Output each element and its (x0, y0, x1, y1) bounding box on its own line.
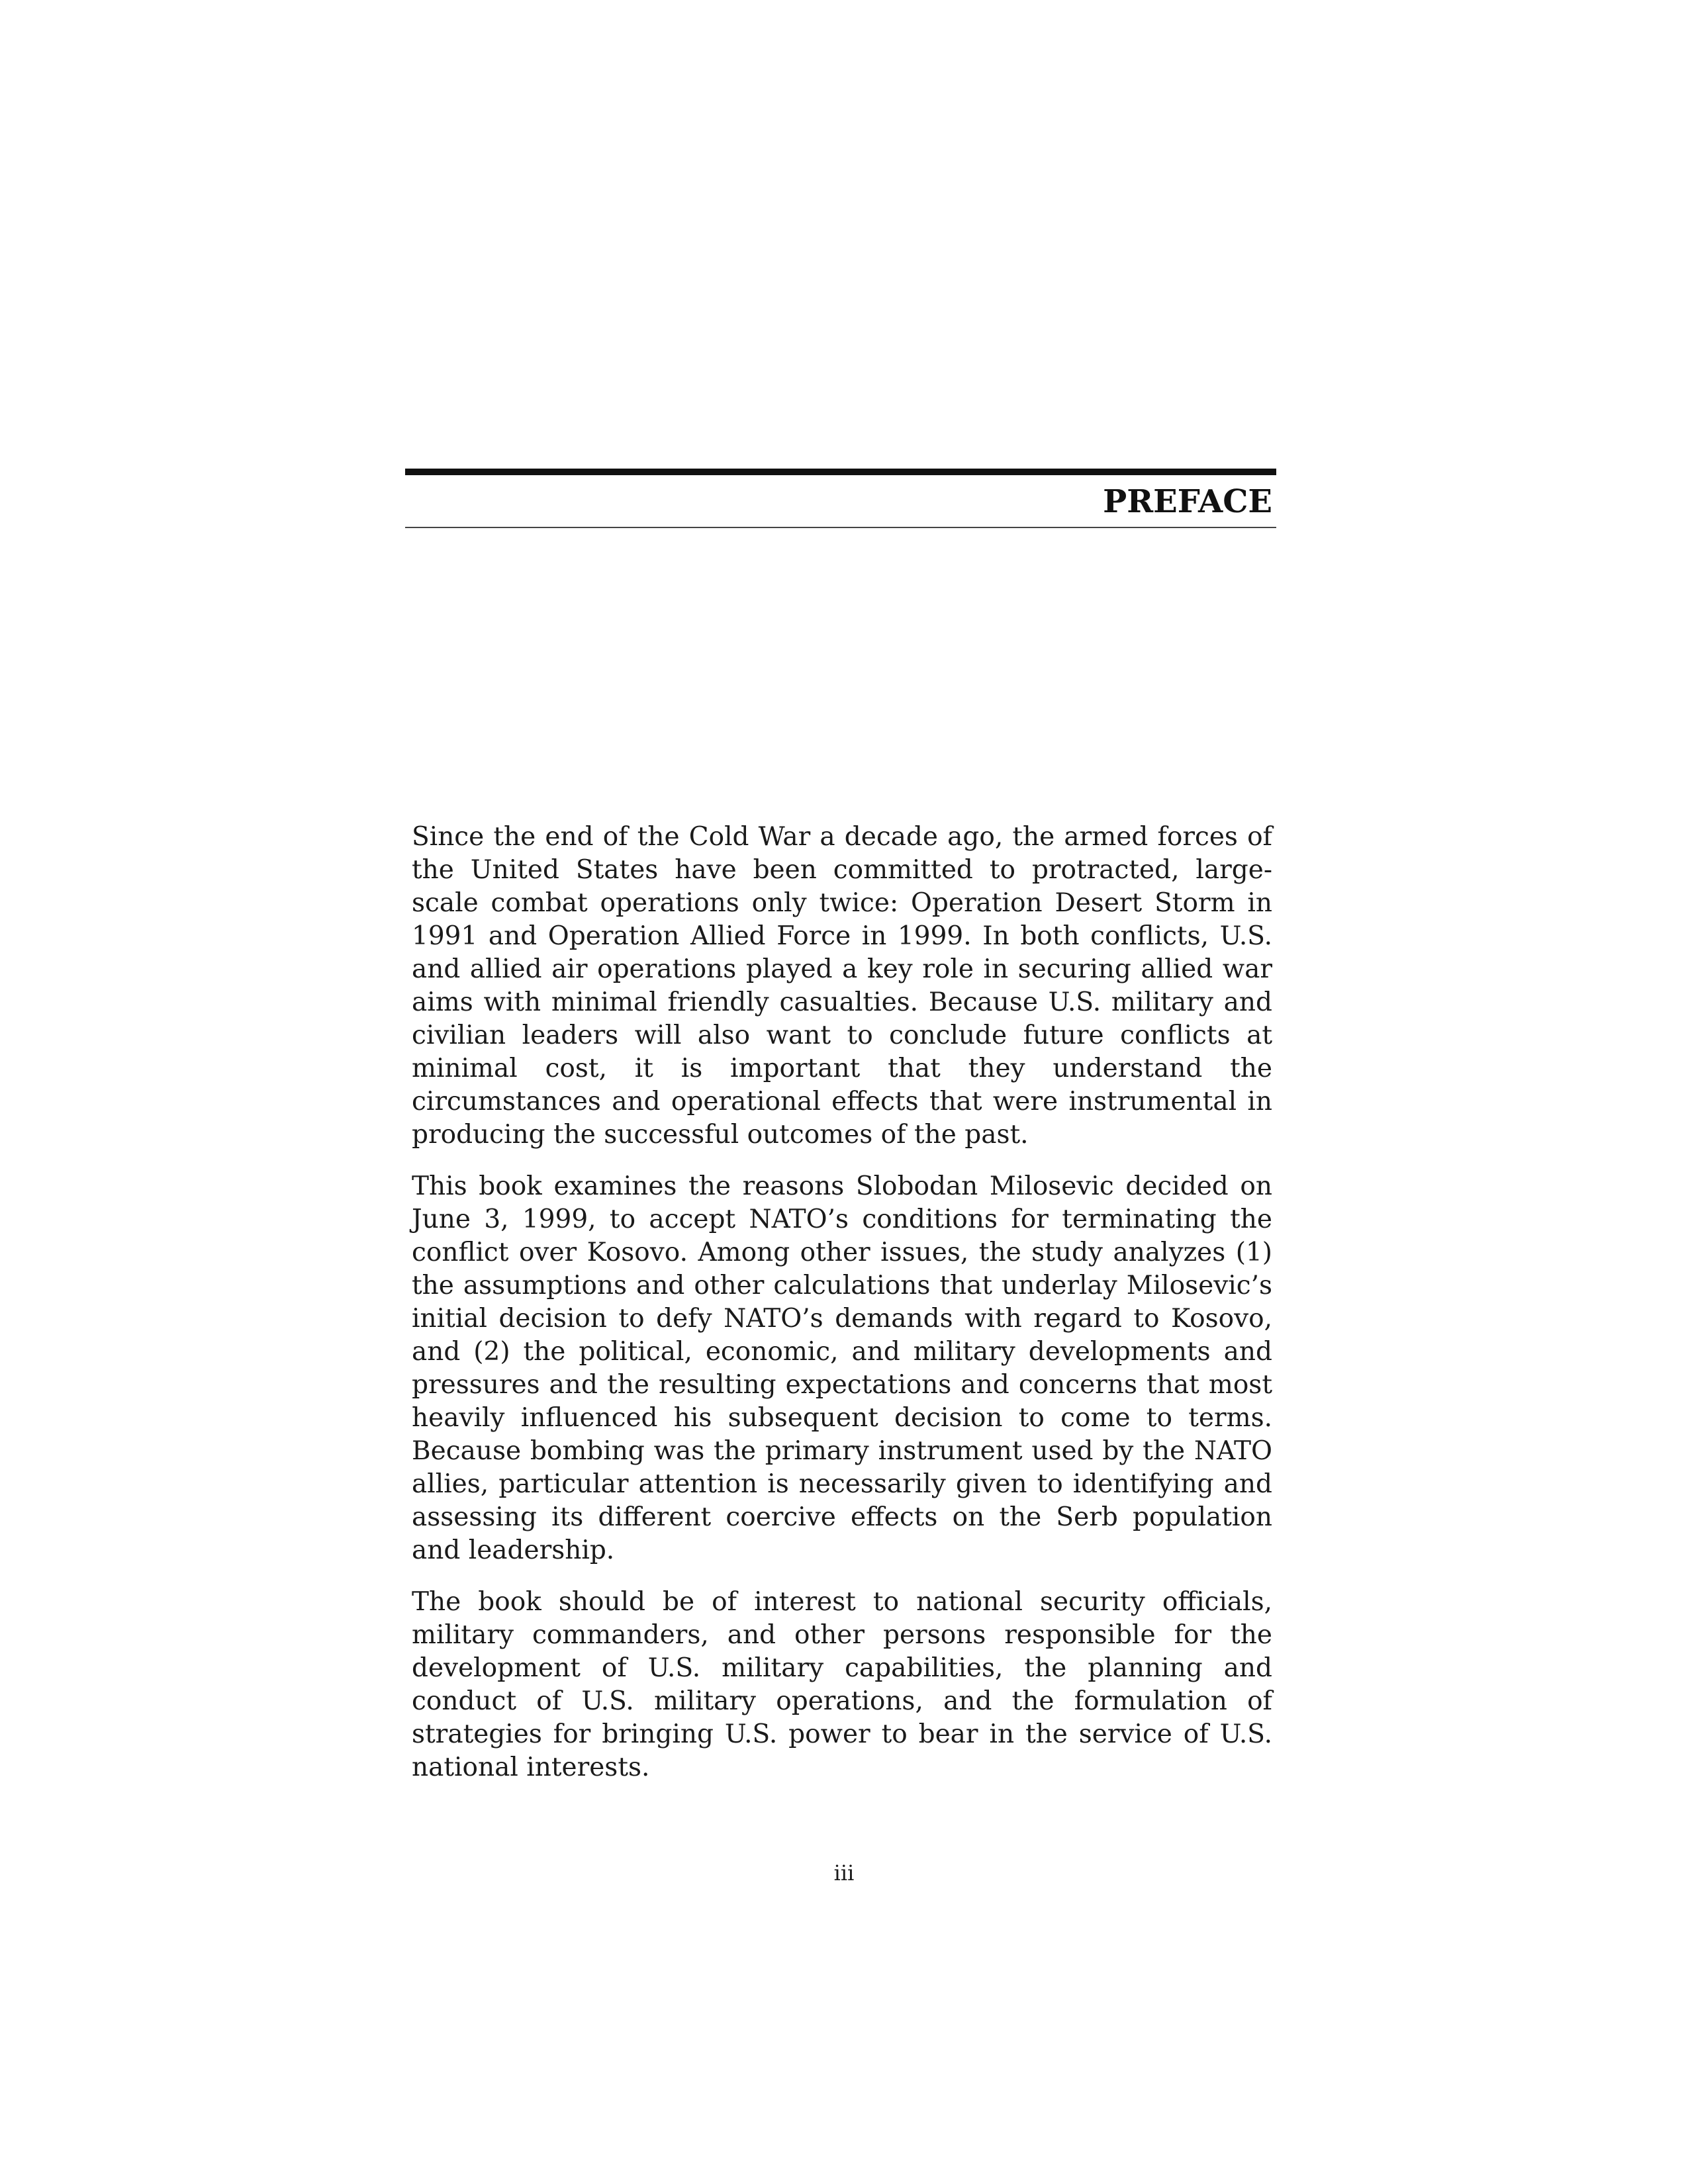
page-number: iii (833, 1860, 855, 1886)
paragraph-3: The book should be of interest to national security officials, military commanders, and other persons responsible for the development of U.S. military capabilities, the planning and conduct of U.S. military operations, and the formulation of strategies for bringing U.S. power to bear in the service of U.S. national interests. (412, 1587, 1272, 1782)
paragraph-2: This book examines the reasons Slobodan Milosevic decided on June 3, 1999, to accept NATO’s conditions for terminating the conflict over Kosovo. Among other issues, the study analyzes (1) the assumptions and other calculations that underlay Milosevic’s initial decision to defy NATO’s demands with regard to Kosovo, and (2) the political, economic, and military developments and pressures and the resulting expectations and concerns that most heavily influenced his subsequent decision to come to terms. Because bombing was the primary instrument used by the NATO allies, particular attention is necessarily given to identifying and assessing its different coercive effects on the Serb population and leadership. (412, 1171, 1272, 1565)
header-top-rule (405, 469, 1276, 475)
body-text (412, 821, 1272, 1803)
paragraph-1: Since the end of the Cold War a decade ago, the armed forces of the United States have been committed to protracted, large-scale combat operations only twice: Operation Desert Storm in 1991 and Operation Allied Force in 1999. In both conflicts, U.S. and allied air operations played a key role in securing allied war aims with minimal friendly casualties. Because U.S. military and civilian leaders will also want to conclude future conflicts at minimal cost, it is important that they understand the circumstances and operational effects that were instrumental in producing the successful outcomes of the past. (412, 822, 1272, 1150)
page-title: PREFACE (1103, 483, 1272, 520)
header-bottom-rule (405, 527, 1276, 528)
section-header (405, 469, 1276, 528)
